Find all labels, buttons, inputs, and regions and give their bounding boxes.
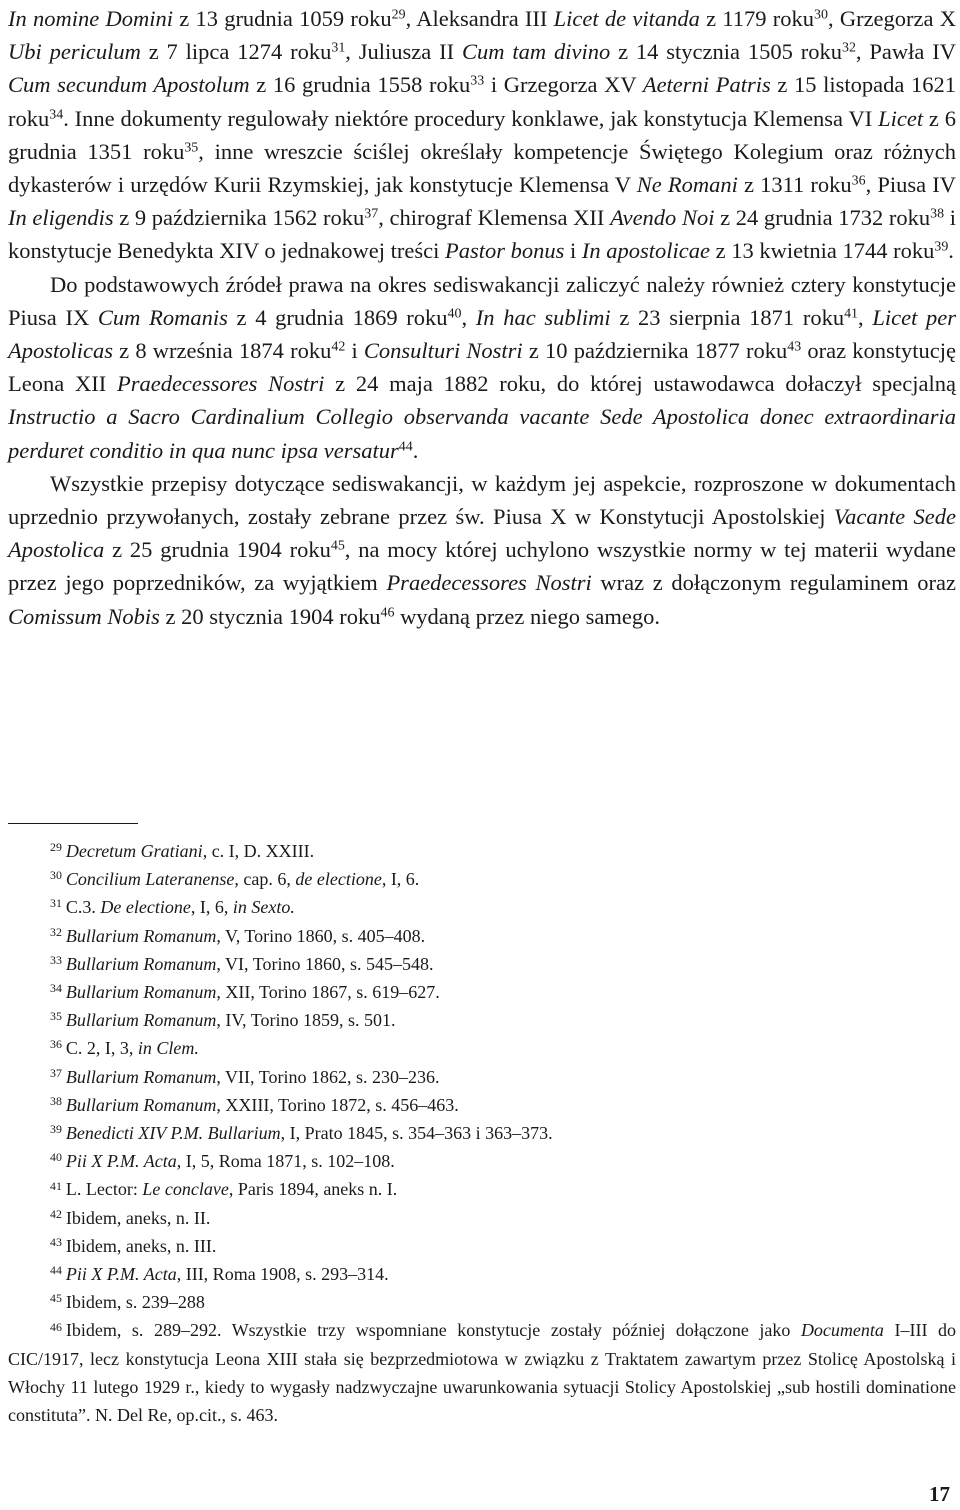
footnote-46 <box>8 1316 956 1429</box>
text-run: , Aleksandra III <box>405 6 554 31</box>
text-run: z 7 lipca 1274 roku <box>140 39 332 65</box>
text-run: z 1179 roku <box>699 6 815 31</box>
footnote-reference: 40 <box>447 306 462 322</box>
italic-title: Le conclave <box>142 1179 229 1200</box>
footnote-reference: 44 <box>398 438 413 454</box>
italic-title: Pii X P.M. Acta <box>65 1264 177 1285</box>
footnote-reference: 36 <box>851 173 866 189</box>
italic-title: in Sexto. <box>232 897 295 918</box>
italic-title: Instructio a Sacro Cardinalium Collegio observanda vacante Sede Apostolica donec extraordinaria perduret conditio in qua nunc ipsa versatur <box>8 404 956 463</box>
paragraph-1 <box>8 2 956 268</box>
text-run: , I, 6. <box>381 869 420 890</box>
footnote-reference: 35 <box>184 140 199 156</box>
text-run: wraz z dołączonym regulaminem oraz <box>591 570 956 596</box>
footnote-number: 44 <box>50 1263 62 1278</box>
footnote-number: 39 <box>50 1122 62 1137</box>
main-text <box>8 0 956 633</box>
italic-title: Comissum Nobis <box>8 603 160 629</box>
italic-title: Bullarium Romanum <box>65 1010 217 1031</box>
text-run: C. 2, I, 3, <box>65 1038 138 1059</box>
italic-title: Praedecessores Nostri <box>116 371 325 397</box>
text-run: z 25 grudnia 1904 roku <box>104 537 331 563</box>
footnote-number: 34 <box>50 981 62 996</box>
footnote-31 <box>8 893 956 921</box>
text-run: , III, Roma 1908, s. 293–314. <box>176 1264 389 1285</box>
footnote-reference: 31 <box>331 40 346 56</box>
text-run: Ibidem, aneks, n. II. <box>65 1207 211 1228</box>
italic-title: Pastor bonus <box>444 238 565 264</box>
footnote-number: 43 <box>50 1234 62 1249</box>
footnote-number: 35 <box>50 1009 62 1024</box>
footnote-reference: 41 <box>844 306 859 322</box>
text-run: wydaną przez niego samego. <box>394 603 660 629</box>
italic-title: In apostolicae <box>581 238 710 264</box>
footnote-30 <box>8 865 956 893</box>
text-run: , Grzegorza X <box>827 6 956 31</box>
italic-title: Avendo Noi <box>610 205 715 231</box>
footnote-38 <box>8 1091 956 1119</box>
text-run: z 4 grudnia 1869 roku <box>227 304 448 330</box>
text-run: Ibidem, aneks, n. III. <box>65 1235 217 1256</box>
italic-title: Bullarium Romanum <box>65 925 217 946</box>
italic-title: Cum secundum Apostolum <box>8 72 250 98</box>
italic-title: Ubi periculum <box>8 39 141 65</box>
text-run: , Juliusza II <box>345 39 462 65</box>
footnote-45 <box>8 1288 956 1316</box>
text-run: z 20 stycznia 1904 roku <box>159 603 381 629</box>
footnote-number: 45 <box>50 1291 62 1306</box>
footnote-number: 30 <box>50 868 62 883</box>
text-run: z 6 grudnia 1351 roku <box>8 105 956 164</box>
text-run: . <box>948 238 954 264</box>
text-run: , <box>461 304 476 330</box>
text-run: Ibidem, s. 289–292. Wszystkie trzy wspomniane konstytucje zostały później dołączone jako <box>65 1320 801 1341</box>
footnote-44 <box>8 1260 956 1288</box>
text-run: , XXIII, Torino 1872, s. 456–463. <box>216 1094 459 1115</box>
italic-title: Cum Romanis <box>97 304 228 330</box>
footnote-reference: 33 <box>470 73 485 89</box>
footnote-reference: 34 <box>49 106 64 122</box>
italic-title: Praedecessores Nostri <box>386 570 592 596</box>
italic-title: Aeterni Patris <box>642 72 771 98</box>
text-run: , I, 5, Roma 1871, s. 102–108. <box>176 1151 395 1172</box>
footnotes <box>8 837 956 1429</box>
footnote-34 <box>8 978 956 1006</box>
text-run: z 13 kwietnia 1744 roku <box>710 238 935 264</box>
footnote-33 <box>8 950 956 978</box>
footnote-40 <box>8 1147 956 1175</box>
text-run: , VI, Torino 1860, s. 545–548. <box>216 953 434 974</box>
italic-title: Licet de vitanda <box>553 6 700 31</box>
footnote-reference: 45 <box>330 538 345 554</box>
text-run: , Piusa IV <box>865 172 956 198</box>
footnote-number: 37 <box>50 1065 62 1080</box>
footnote-32 <box>8 922 956 950</box>
footnote-number: 42 <box>50 1206 62 1221</box>
italic-title: Documenta <box>800 1320 884 1341</box>
text-run: , XII, Torino 1867, s. 619–627. <box>216 982 440 1003</box>
text-run: C.3. <box>65 897 101 918</box>
footnote-35 <box>8 1006 956 1034</box>
text-run: z 1311 roku <box>737 172 852 198</box>
footnote-number: 36 <box>50 1037 62 1052</box>
italic-title: Bullarium Romanum <box>65 982 217 1003</box>
italic-title: Bullarium Romanum <box>65 1066 217 1087</box>
footnote-36 <box>8 1034 956 1062</box>
italic-title: Ne Romani <box>636 172 738 198</box>
text-run: z 23 sierpnia 1871 roku <box>610 304 845 330</box>
text-run: z 15 listopada 1621 roku <box>8 72 956 131</box>
text-run: , na mocy której uchylono wszystkie normy w tej materii wydane przez jego poprzedników, za wyjątkiem <box>8 537 957 596</box>
footnote-reference: 29 <box>391 7 406 23</box>
footnote-reference: 39 <box>934 239 949 255</box>
text-run: , Paris 1894, aneks n. I. <box>228 1179 398 1200</box>
footnote-reference: 30 <box>814 7 828 23</box>
italic-title: in Clem. <box>137 1038 199 1059</box>
text-run: z 13 grudnia 1059 roku <box>172 6 392 31</box>
italic-title: De electione <box>100 897 191 918</box>
text-run: , chirograf Klemensa XII <box>378 205 611 231</box>
text-run: i Grzegorza XV <box>484 72 643 98</box>
text-run: Do podstawowych źródeł prawa na okres sediswakancji zaliczyć należy również cztery konstytucje Piusa IX <box>8 271 956 330</box>
text-run: I–III do CIC/1917, lecz konstytucja Leona XIII stała się bezprzedmiotowa w związku z Traktatem zawartym przez Stolicę Apostolską i Włochy 11 lutego 1929 r., kiedy to wygasły nadzwyczajne uwarunkowania sytuacji Stolicy Apostolskiej „sub hostili dominatione constituta”. N. Del Re, op.cit., s. 463. <box>8 1320 956 1426</box>
text-run: z 9 października 1562 roku <box>113 205 365 231</box>
footnote-number: 31 <box>50 896 62 911</box>
footnote-43 <box>8 1232 956 1260</box>
text-run: z 10 października 1877 roku <box>522 338 788 364</box>
footnote-separator <box>8 823 138 824</box>
footnote-number: 33 <box>50 952 62 967</box>
paragraph-2 <box>8 268 956 467</box>
footnote-reference: 38 <box>930 206 945 222</box>
text-run: z 24 maja 1882 roku, do której ustawodawca dołaczył specjalną <box>324 371 957 397</box>
text-run: , Pawła IV <box>855 39 956 65</box>
text-run: , c. I, D. XXIII. <box>202 841 315 861</box>
footnote-number: 29 <box>50 840 62 855</box>
footnote-reference: 32 <box>841 40 856 56</box>
paragraph-3 <box>8 467 956 633</box>
footnote-number: 32 <box>50 924 62 939</box>
italic-title: Concilium Lateranense <box>65 869 235 890</box>
italic-title: In hac sublimi <box>475 304 611 330</box>
text-run: Wszystkie przepisy dotyczące sediswakancji, w każdym jej aspekcie, rozproszone w dokumentach uprzednio przywołanych, zostały zebrane przez św. Piusa X w Konstytucji Apostolskiej <box>8 470 956 530</box>
footnote-number: 40 <box>50 1150 62 1165</box>
text-run: , inne wreszcie ściślej określały kompetencje Świętego Kolegium oraz różnych dykasterów i urzędów Kurii Rzymskiej, jak konstytucje Klemensa V <box>8 138 956 198</box>
footnote-42 <box>8 1204 956 1232</box>
text-run: Ibidem, s. 239–288 <box>65 1292 205 1313</box>
italic-title: Licet per Apostolicas <box>8 304 957 364</box>
footnote-number: 41 <box>50 1178 62 1193</box>
italic-title: de electione <box>295 869 382 890</box>
italic-title: In nomine Domini <box>8 6 173 31</box>
text-run: i konstytucje Benedykta XIV o jednakowej treści <box>8 205 956 264</box>
text-run: , <box>858 304 873 330</box>
text-run: z 16 grudnia 1558 roku <box>249 72 471 98</box>
text-run: , I, 6, <box>190 897 233 918</box>
footnote-number: 46 <box>50 1319 62 1334</box>
text-run: , IV, Torino 1859, s. 501. <box>216 1010 396 1031</box>
footnote-reference: 43 <box>787 339 802 355</box>
footnote-number: 38 <box>50 1093 62 1108</box>
text-run: z 14 stycznia 1505 roku <box>610 39 842 65</box>
footnote-41 <box>8 1175 956 1203</box>
page-number: 17 <box>929 1482 950 1506</box>
text-run: i <box>345 338 364 364</box>
text-run: oraz konstytucję Leona XII <box>8 338 956 397</box>
text-run: , cap. 6, <box>234 869 296 890</box>
italic-title: Licet <box>878 105 924 131</box>
italic-title: Bullarium Romanum <box>65 953 217 974</box>
text-run: i <box>564 238 582 264</box>
italic-title: In eligendis <box>8 205 114 231</box>
footnote-reference: 46 <box>380 604 395 620</box>
text-run: z 8 września 1874 roku <box>113 338 332 364</box>
text-run: L. Lector: <box>65 1179 143 1200</box>
footnote-37 <box>8 1063 956 1091</box>
footnote-reference: 37 <box>364 206 379 222</box>
text-run: . <box>412 437 419 463</box>
italic-title: Cum tam divino <box>461 39 611 65</box>
italic-title: Pii X P.M. Acta <box>65 1151 177 1172</box>
italic-title: Decretum Gratiani <box>65 841 203 861</box>
italic-title: Vacante Sede Apostolica <box>8 504 956 563</box>
text-run: , V, Torino 1860, s. 405–408. <box>216 925 426 946</box>
footnote-29 <box>8 837 956 865</box>
text-run: . Inne dokumenty regulowały niektóre procedury konklawe, jak konstytucja Klemensa VI <box>63 105 879 131</box>
text-run: , VII, Torino 1862, s. 230–236. <box>216 1066 440 1087</box>
italic-title: Consulturi Nostri <box>363 338 523 364</box>
footnote-reference: 42 <box>331 339 346 355</box>
italic-title: Benedicti XIV P.M. Bullarium <box>65 1123 281 1144</box>
italic-title: Bullarium Romanum <box>65 1094 217 1115</box>
text-run: z 24 grudnia 1732 roku <box>714 205 931 231</box>
text-run: , I, Prato 1845, s. 354–363 i 363–373. <box>280 1123 553 1144</box>
footnote-39 <box>8 1119 956 1147</box>
